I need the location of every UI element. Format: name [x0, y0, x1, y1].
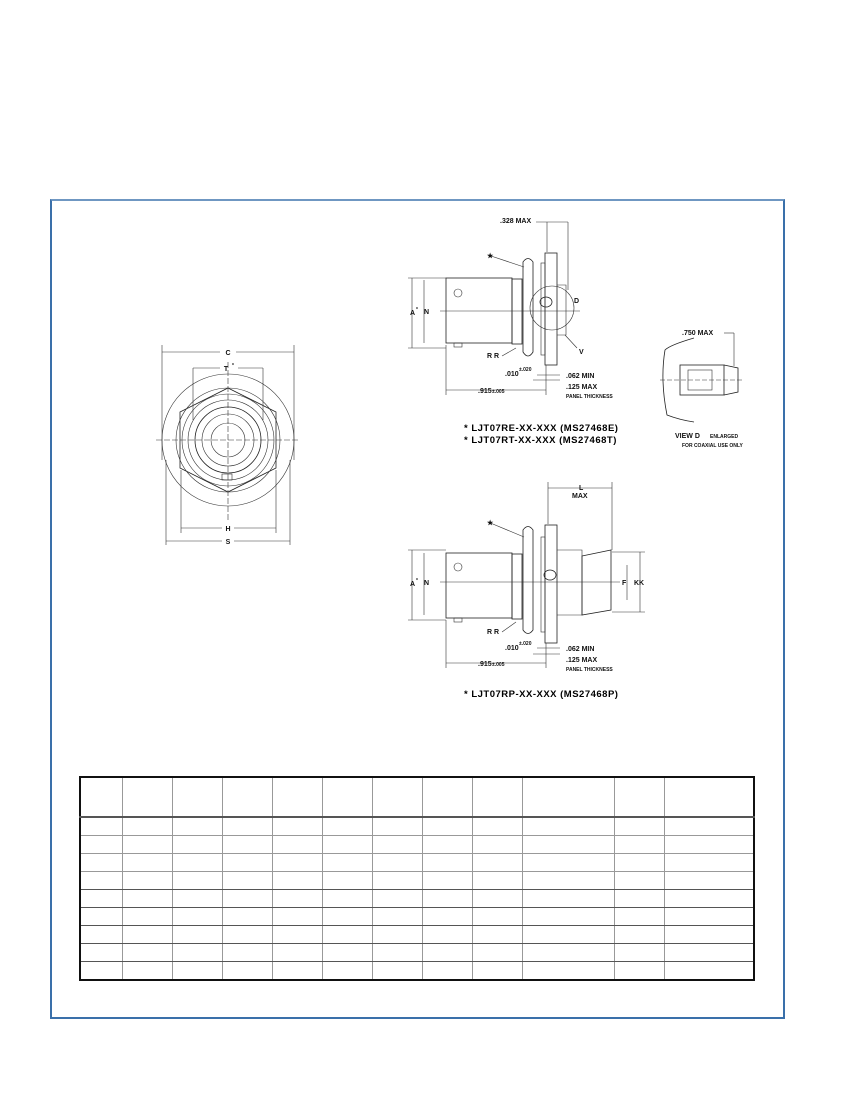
table-cell [422, 854, 472, 872]
dim-010: .010 [505, 371, 519, 378]
table-cell [372, 890, 422, 908]
table-cell [80, 926, 122, 944]
table-cell [472, 926, 522, 944]
table-cell [222, 926, 272, 944]
table-cell [172, 872, 222, 890]
table-cell [322, 890, 372, 908]
dim-a-label: A [410, 581, 416, 588]
table-cell [322, 926, 372, 944]
table-cell [372, 777, 422, 817]
table-cell [422, 872, 472, 890]
table-cell [372, 944, 422, 962]
table-cell [272, 872, 322, 890]
dim-020-tol: ±.020 [519, 641, 532, 647]
table-cell [122, 926, 172, 944]
table-cell [522, 872, 614, 890]
table-cell [472, 962, 522, 981]
table-row [80, 817, 754, 836]
dim-rr-label: R R [487, 353, 500, 360]
table-cell [172, 926, 222, 944]
table-cell [664, 962, 754, 981]
dim-n-label: N [424, 580, 430, 587]
dim-a-star: * [416, 307, 418, 313]
table-cell [172, 908, 222, 926]
table-cell [322, 962, 372, 981]
front-view [156, 345, 300, 546]
table-cell [522, 908, 614, 926]
view-d-enlarged-label: ENLARGED [710, 434, 739, 440]
table-cell [372, 962, 422, 981]
table-cell [272, 944, 322, 962]
dim-010: .010 [505, 645, 519, 652]
coaxial-note: FOR COAXIAL USE ONLY [682, 443, 743, 449]
view-d-enlarged [660, 330, 744, 449]
table-cell [322, 836, 372, 854]
table-cell [80, 890, 122, 908]
table-cell [372, 908, 422, 926]
table-cell [272, 836, 322, 854]
dim-a-star: * [416, 578, 418, 584]
table-cell [664, 854, 754, 872]
dim-125-max: .125 MAX [566, 657, 598, 664]
table-row [80, 872, 754, 890]
table-cell [664, 872, 754, 890]
table-cell [614, 908, 664, 926]
dim-062-min: .062 MIN [566, 646, 595, 653]
table-cell [322, 872, 372, 890]
table-cell [172, 944, 222, 962]
dim-005-tol: ±.005 [492, 389, 505, 395]
side-view-rp [408, 482, 645, 700]
dim-005-tol: ±.005 [492, 662, 505, 668]
table-cell [172, 962, 222, 981]
dim-328-max: .328 MAX [500, 218, 532, 225]
table-cell [80, 944, 122, 962]
table-cell [172, 836, 222, 854]
dim-915: .915 [478, 388, 492, 395]
table-cell [522, 944, 614, 962]
table-cell [472, 908, 522, 926]
table-cell [80, 872, 122, 890]
dim-915: .915 [478, 661, 492, 668]
table-cell [422, 944, 472, 962]
table-cell [222, 836, 272, 854]
table-cell [322, 944, 372, 962]
table-cell [122, 890, 172, 908]
table-cell [80, 962, 122, 981]
side-view-re-rt [408, 218, 618, 446]
table-cell [222, 777, 272, 817]
dim-125-max: .125 MAX [566, 384, 598, 391]
dim-s-label: S [225, 539, 231, 546]
dimension-table [79, 776, 755, 981]
table-cell [522, 817, 614, 836]
table-cell [322, 908, 372, 926]
dim-l-max: MAX [572, 493, 588, 500]
dim-h-label: H [225, 526, 231, 533]
table-cell [422, 926, 472, 944]
table-cell [472, 836, 522, 854]
table-cell [422, 908, 472, 926]
table-cell [80, 854, 122, 872]
table-cell [614, 944, 664, 962]
star-marker-icon: ★ [487, 520, 494, 527]
table-row [80, 944, 754, 962]
table-cell [372, 872, 422, 890]
table-cell [614, 872, 664, 890]
dim-l-label: L [579, 485, 584, 492]
view-d-marker: D [574, 298, 580, 305]
dim-020-tol: ±.020 [519, 367, 532, 373]
table-row [80, 836, 754, 854]
panel-thickness-label: PANEL THICKNESS [566, 667, 613, 673]
table-cell [472, 872, 522, 890]
table-cell [472, 817, 522, 836]
table-cell [272, 962, 322, 981]
table-header-row [80, 777, 754, 817]
dim-t-label: T [223, 366, 229, 373]
table-cell [664, 817, 754, 836]
table-cell [172, 777, 222, 817]
table-cell [80, 836, 122, 854]
table-cell [372, 926, 422, 944]
table-cell [222, 890, 272, 908]
table-cell [522, 890, 614, 908]
table-cell [172, 854, 222, 872]
table-cell [664, 908, 754, 926]
table-cell [422, 836, 472, 854]
dim-v-label: V [579, 349, 584, 356]
table-cell [172, 817, 222, 836]
table-cell [664, 890, 754, 908]
table-cell [222, 854, 272, 872]
table-cell [472, 890, 522, 908]
table-cell [122, 836, 172, 854]
table-cell [372, 817, 422, 836]
table-cell [122, 872, 172, 890]
table-cell [664, 944, 754, 962]
dim-f-label: F [622, 580, 627, 587]
table-cell [614, 890, 664, 908]
table-cell [664, 777, 754, 817]
table-row [80, 890, 754, 908]
panel-thickness-label: PANEL THICKNESS [566, 394, 613, 400]
table-cell [522, 854, 614, 872]
table-cell [272, 908, 322, 926]
table-cell [122, 908, 172, 926]
table-cell [422, 817, 472, 836]
table-row [80, 854, 754, 872]
view-d-title: VIEW D [675, 433, 700, 440]
dim-a-label: A [410, 310, 416, 317]
table-cell [614, 926, 664, 944]
dim-062-min: .062 MIN [566, 373, 595, 380]
table-cell [472, 777, 522, 817]
table-cell [80, 777, 122, 817]
table-cell [172, 890, 222, 908]
table-cell [372, 836, 422, 854]
part-number-rp: * LJT07RP-XX-XXX (MS27468P) [464, 689, 619, 700]
table-cell [422, 890, 472, 908]
table-cell [472, 854, 522, 872]
table-cell [522, 926, 614, 944]
table-row [80, 962, 754, 981]
table-cell [614, 777, 664, 817]
table-cell [222, 962, 272, 981]
part-number-re: * LJT07RE-XX-XXX (MS27468E) [464, 423, 619, 434]
table-cell [372, 854, 422, 872]
table-cell [614, 962, 664, 981]
table-cell [222, 908, 272, 926]
table-cell [222, 817, 272, 836]
table-cell [272, 777, 322, 817]
dim-kk-label: KK [634, 580, 645, 587]
table-cell [80, 817, 122, 836]
table-cell [122, 944, 172, 962]
table-cell [272, 926, 322, 944]
table-cell [522, 836, 614, 854]
table-cell [272, 890, 322, 908]
table-cell [422, 777, 472, 817]
dim-rr-label: R R [487, 629, 500, 636]
dim-t-star: * [232, 363, 234, 369]
part-number-rt: * LJT07RT-XX-XXX (MS27468T) [464, 435, 617, 446]
table-cell [272, 817, 322, 836]
table-cell [122, 817, 172, 836]
table-cell [614, 854, 664, 872]
table-cell [80, 908, 122, 926]
dim-c-label: C [225, 350, 231, 357]
table-cell [614, 836, 664, 854]
star-marker-icon: ★ [487, 253, 494, 260]
table-row [80, 926, 754, 944]
table-cell [122, 777, 172, 817]
table-row [80, 908, 754, 926]
table-cell [222, 944, 272, 962]
table-cell [422, 962, 472, 981]
table-cell [222, 872, 272, 890]
dim-750-max: .750 MAX [682, 330, 714, 337]
table-cell [122, 962, 172, 981]
table-cell [322, 817, 372, 836]
dim-n-label: N [424, 309, 430, 316]
table-cell [322, 777, 372, 817]
table-cell [522, 962, 614, 981]
table-cell [322, 854, 372, 872]
table-cell [522, 777, 614, 817]
table-cell [472, 944, 522, 962]
table-cell [664, 836, 754, 854]
table-cell [272, 854, 322, 872]
table-cell [614, 817, 664, 836]
table-cell [664, 926, 754, 944]
table-cell [122, 854, 172, 872]
